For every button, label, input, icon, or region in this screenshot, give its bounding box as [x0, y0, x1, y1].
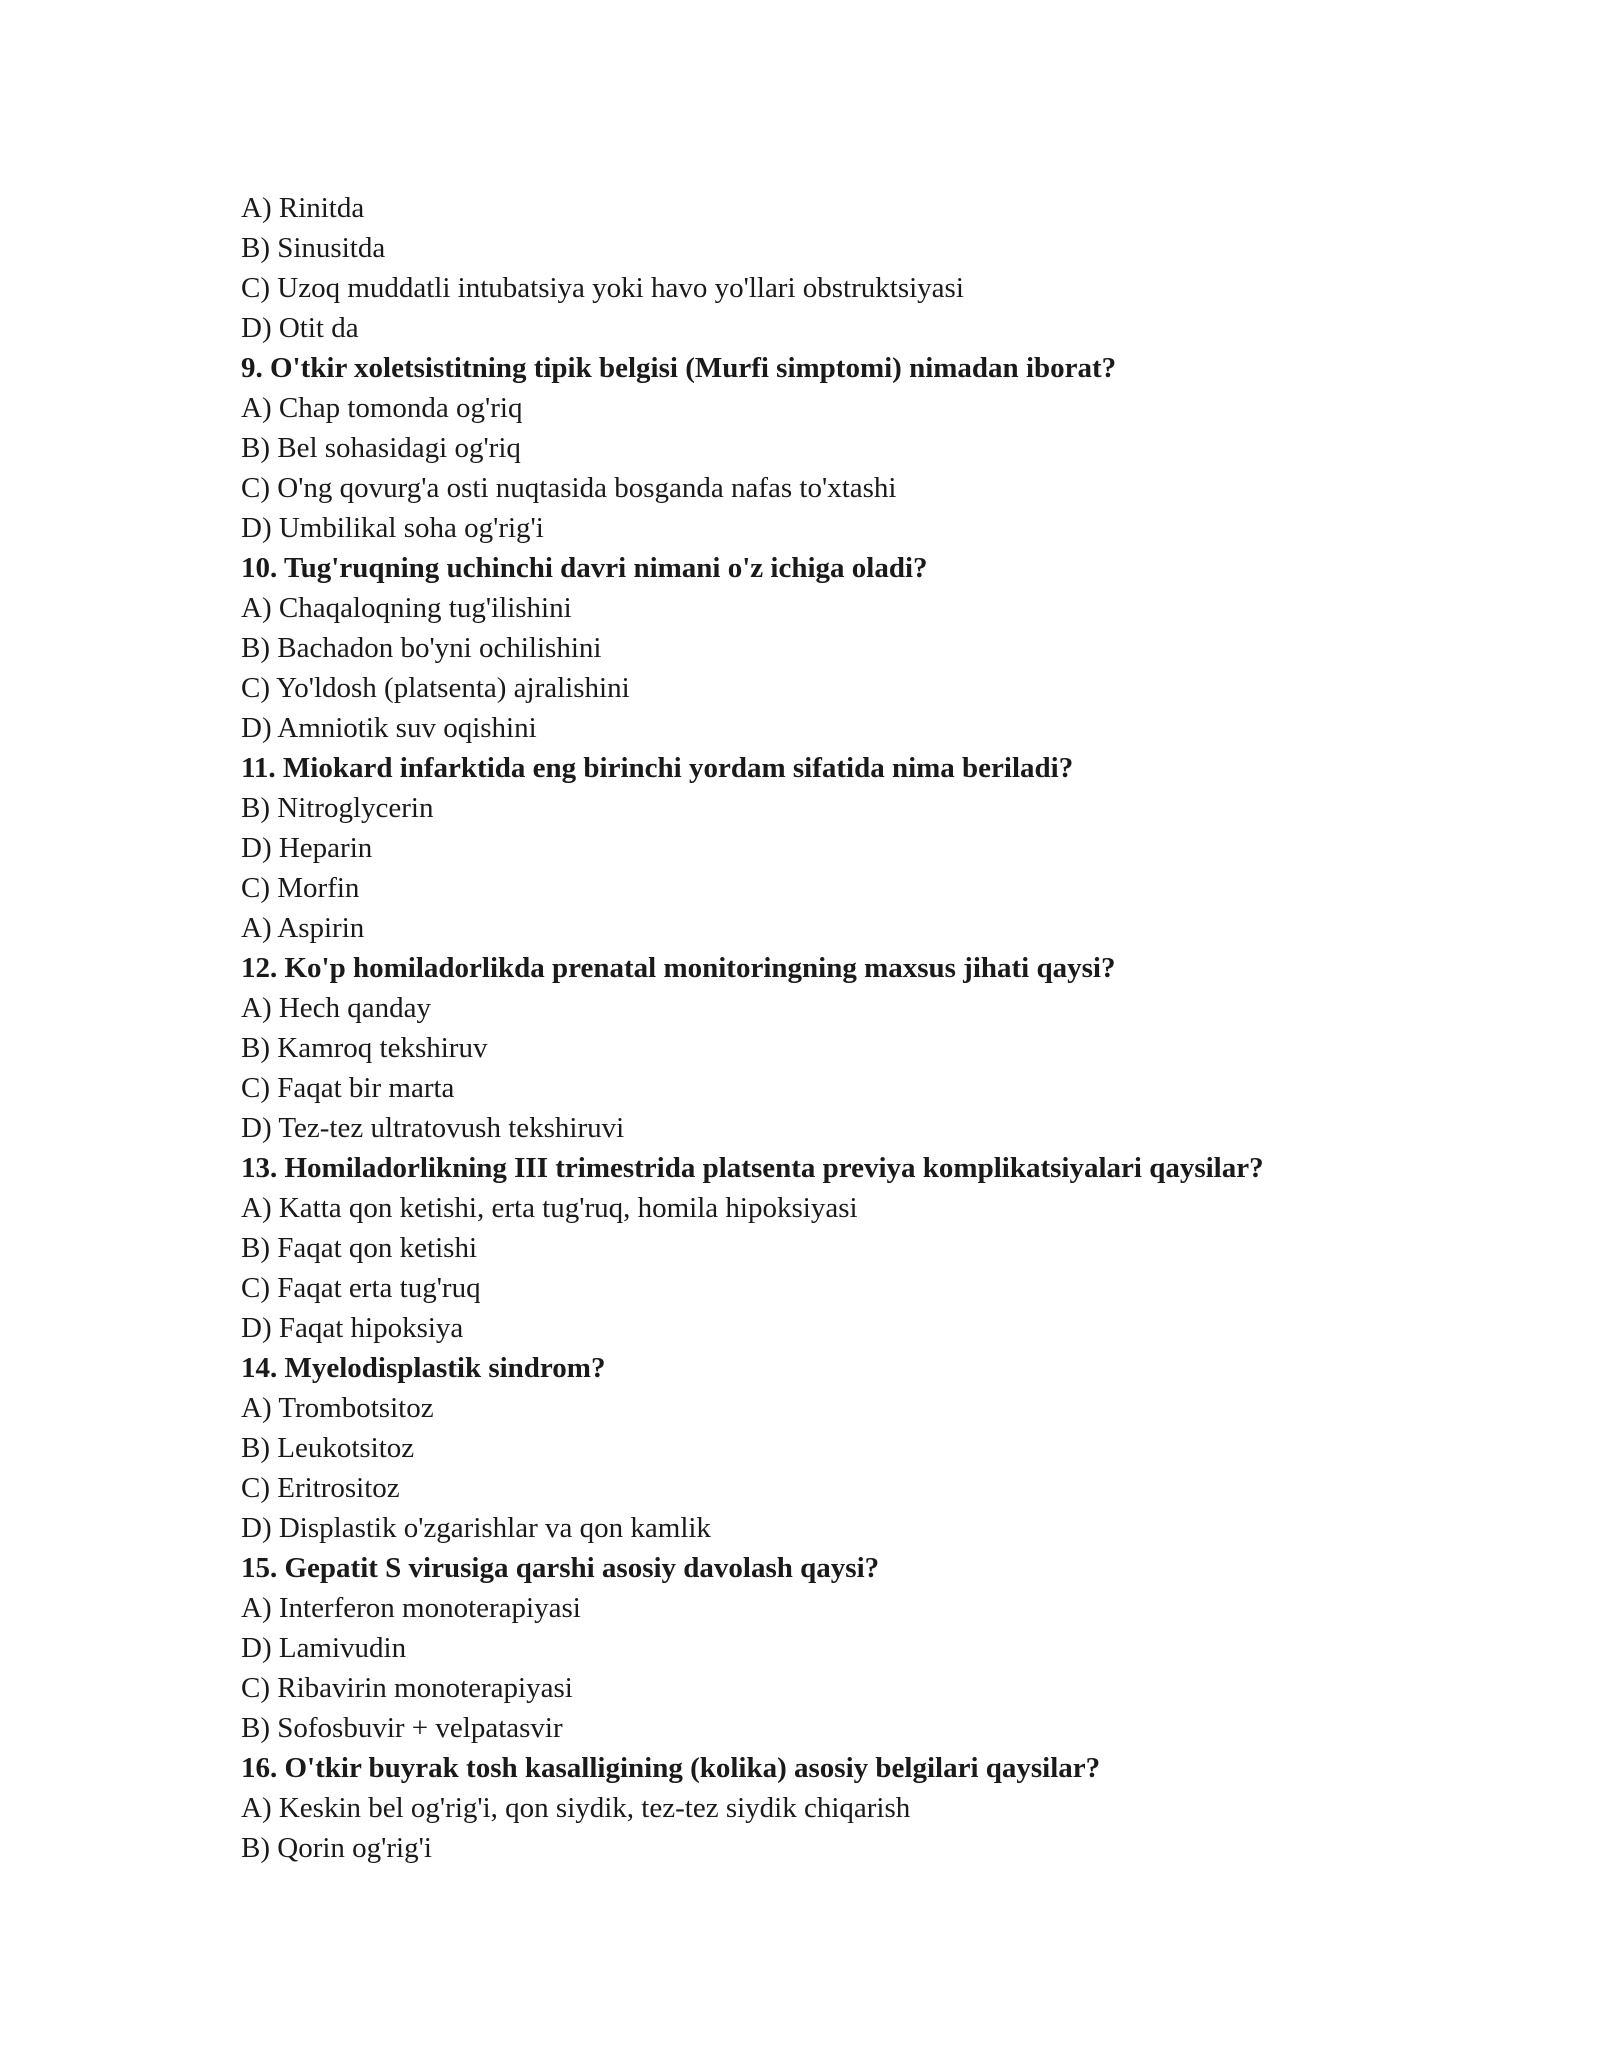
answer-option-line: B) Sinusitda: [241, 232, 386, 264]
answer-option-line: A) Chap tomonda og'riq: [241, 392, 523, 424]
answer-option-line: A) Chaqaloqning tug'ilishini: [241, 592, 572, 624]
question-line: 10. Tug'ruqning uchinchi davri nimani o'z ichiga oladi?: [241, 552, 928, 584]
answer-option-line: A) Aspirin: [241, 912, 365, 944]
answer-option-line: C) Yo'ldosh (platsenta) ajralishini: [241, 672, 630, 704]
answer-option-line: D) Faqat hipoksiya: [241, 1312, 464, 1344]
answer-option-line: B) Kamroq tekshiruv: [241, 1032, 488, 1064]
question-line: 12. Ko'p homiladorlikda prenatal monitoringning maxsus jihati qaysi?: [241, 952, 1116, 984]
answer-option-line: D) Amniotik suv oqishini: [241, 712, 537, 744]
answer-option-line: C) Morfin: [241, 872, 360, 904]
answer-option-line: D) Otit da: [241, 312, 359, 344]
question-line: 16. O'tkir buyrak tosh kasalligining (kolika) asosiy belgilari qaysilar?: [241, 1752, 1101, 1784]
answer-option-line: B) Nitroglycerin: [241, 792, 434, 824]
answer-option-line: A) Trombotsitoz: [241, 1392, 434, 1424]
answer-option-line: B) Bel sohasidagi og'riq: [241, 432, 521, 464]
answer-option-line: B) Faqat qon ketishi: [241, 1232, 478, 1264]
answer-option-line: D) Heparin: [241, 832, 373, 864]
answer-option-line: A) Keskin bel og'rig'i, qon siydik, tez-tez siydik chiqarish: [241, 1792, 911, 1824]
question-line: 14. Myelodisplastik sindrom?: [241, 1352, 606, 1384]
question-line: 11. Miokard infarktida eng birinchi yordam sifatida nima beriladi?: [241, 752, 1074, 784]
answer-option-line: B) Leukotsitoz: [241, 1432, 415, 1464]
answer-option-line: A) Hech qanday: [241, 992, 432, 1024]
answer-option-line: B) Sofosbuvir + velpatasvir: [241, 1712, 563, 1744]
answer-option-line: D) Umbilikal soha og'rig'i: [241, 512, 544, 544]
answer-option-line: C) O'ng qovurg'a osti nuqtasida bosganda nafas to'xtashi: [241, 472, 897, 504]
answer-option-line: B) Bachadon bo'yni ochilishini: [241, 632, 602, 664]
question-line: 15. Gepatit S virusiga qarshi asosiy davolash qaysi?: [241, 1552, 880, 1584]
answer-option-line: A) Rinitda: [241, 192, 365, 224]
answer-option-line: C) Ribavirin monoterapiyasi: [241, 1672, 573, 1704]
answer-option-line: C) Eritrositoz: [241, 1472, 400, 1504]
answer-option-line: C) Faqat bir marta: [241, 1072, 455, 1104]
quiz-content: [241, 188, 1441, 1868]
answer-option-line: D) Tez-tez ultratovush tekshiruvi: [241, 1112, 625, 1144]
answer-option-line: D) Displastik o'zgarishlar va qon kamlik: [241, 1512, 711, 1544]
answer-option-line: A) Katta qon ketishi, erta tug'ruq, homila hipoksiyasi: [241, 1192, 858, 1224]
answer-option-line: C) Uzoq muddatli intubatsiya yoki havo yo'llari obstruktsiyasi: [241, 272, 964, 304]
question-line: 9. O'tkir xoletsistitning tipik belgisi (Murfi simptomi) nimadan iborat?: [241, 352, 1117, 384]
answer-option-line: A) Interferon monoterapiyasi: [241, 1592, 581, 1624]
answer-option-line: B) Qorin og'rig'i: [241, 1832, 432, 1864]
answer-option-line: C) Faqat erta tug'ruq: [241, 1272, 481, 1304]
answer-option-line: D) Lamivudin: [241, 1632, 407, 1664]
question-line: 13. Homiladorlikning III trimestrida platsenta previya komplikatsiyalari qaysilar?: [241, 1152, 1264, 1184]
